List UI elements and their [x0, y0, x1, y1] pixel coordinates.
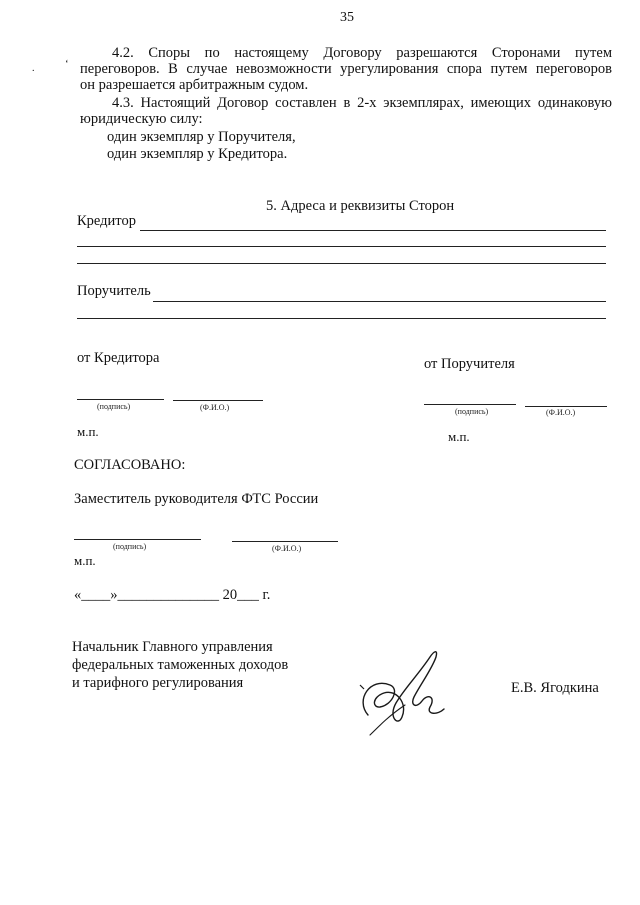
- fio-line: [232, 541, 338, 542]
- creditor-field-line: [77, 246, 606, 247]
- fio-caption: (Ф.И.О.): [272, 544, 302, 553]
- para-4-3-line1: 4.3. Настоящий Договор составлен в 2-х экземплярах, имеющих одинаковую: [112, 95, 612, 111]
- signature-line: [74, 539, 201, 540]
- guarantor-label: Поручитель: [77, 283, 151, 299]
- approver-name: Е.В. Ягодкина: [511, 680, 599, 696]
- guarantor-field-line: [77, 318, 606, 319]
- seal-mark: м.п.: [77, 424, 99, 439]
- signature-line: [77, 399, 164, 400]
- creditor-field-line: [140, 230, 606, 231]
- seal-mark: м.п.: [74, 553, 96, 568]
- fio-line: [173, 400, 263, 401]
- from-guarantor-label: от Поручителя: [424, 356, 515, 372]
- agreed-heading: СОГЛАСОВАНО:: [74, 457, 186, 473]
- fio-caption: (Ф.И.О.): [200, 403, 230, 412]
- margin-mark: ‘: [65, 58, 69, 70]
- approval-line3: и тарифного регулирования: [72, 675, 244, 691]
- para-4-2-line3: он разрешается арбитражным судом.: [80, 77, 309, 93]
- para-4-2-line2: переговоров. В случае невозможности урегулирования спора путем переговоров: [80, 61, 612, 77]
- para-4-3-line3: один экземпляр у Поручителя,: [107, 129, 296, 145]
- creditor-label: Кредитор: [77, 213, 136, 229]
- para-4-3-line2: юридическую силу:: [80, 111, 203, 127]
- signature-caption: (подпись): [113, 542, 147, 551]
- section-5-title: 5. Адреса и реквизиты Сторон: [266, 198, 455, 214]
- seal-mark: м.п.: [448, 429, 470, 444]
- signature-line: [424, 404, 516, 405]
- approval-line1: Начальник Главного управления: [72, 639, 273, 655]
- para-4-2-line1: 4.2. Споры по настоящему Договору разрешаются Сторонами путем: [112, 45, 612, 61]
- para-4-3-line4: один экземпляр у Кредитора.: [107, 146, 288, 162]
- handwritten-signature: [350, 645, 450, 740]
- from-creditor-label: от Кредитора: [77, 350, 160, 366]
- approval-line2: федеральных таможенных доходов: [72, 657, 289, 673]
- date-line: «____»______________ 20___ г.: [74, 587, 271, 603]
- margin-mark: .: [32, 63, 35, 74]
- page-number: 35: [340, 10, 354, 25]
- creditor-field-line: [77, 263, 606, 264]
- agreed-position: Заместитель руководителя ФТС России: [74, 491, 319, 507]
- guarantor-field-line: [153, 301, 606, 302]
- signature-caption: (подпись): [455, 407, 489, 416]
- fio-caption: (Ф.И.О.): [546, 408, 576, 417]
- signature-caption: (подпись): [97, 402, 131, 411]
- fio-line: [525, 406, 607, 407]
